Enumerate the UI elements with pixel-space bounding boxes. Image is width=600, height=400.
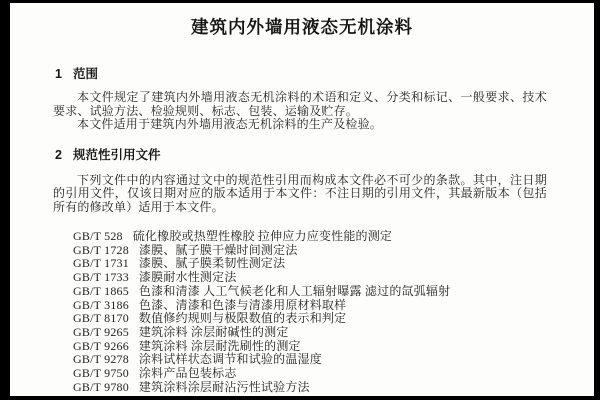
section-1-heading bbox=[55, 67, 594, 82]
reference-title: 色漆和清漆 人工气候老化和人工辐射曝露 滤过的氙弧辐射 bbox=[138, 283, 451, 298]
section-1-number: 1 bbox=[55, 67, 62, 81]
reference-item bbox=[73, 285, 574, 299]
reference-item bbox=[73, 381, 574, 395]
reference-code: GB/T 9278 bbox=[73, 352, 129, 367]
section-1-paragraph-2: 本文件适用于建筑内外墙用液态无机涂料的生产及检验。 bbox=[77, 117, 383, 131]
section-2-number: 2 bbox=[55, 147, 62, 162]
reference-code: GB/T 1728 bbox=[73, 242, 129, 257]
reference-title: 建筑涂料 涂层耐碱性的测定 bbox=[138, 324, 289, 339]
reference-item bbox=[73, 271, 574, 285]
reference-item bbox=[73, 326, 574, 340]
reference-code: GB/T 1731 bbox=[73, 256, 129, 271]
section-2-title: 规范性引用文件 bbox=[72, 147, 161, 162]
normative-references-list bbox=[73, 230, 574, 394]
section-1-paragraph-1: 本文件规定了建筑内外墙用液态无机涂料的术语和定义、分类和标记、一般要求、技术要求、试验方法、检验规则、标志、包装、运输及贮存。 bbox=[53, 90, 547, 118]
reference-item bbox=[73, 353, 574, 367]
reference-title: 涂料产品包装标志 bbox=[138, 366, 237, 381]
document-page bbox=[10, 3, 594, 396]
reference-code: GB/T 1733 bbox=[73, 270, 129, 285]
reference-code: GB/T 9780 bbox=[73, 379, 129, 394]
reference-title: 建筑涂料涂层耐沾污性试验方法 bbox=[138, 379, 310, 394]
reference-code: GB/T 8170 bbox=[73, 311, 129, 326]
reference-code: GB/T 528 bbox=[73, 229, 123, 243]
reference-code: GB/T 1865 bbox=[73, 283, 129, 298]
reference-code: GB/T 3186 bbox=[73, 297, 129, 312]
reference-title: 色漆、清漆和色漆与清漆用原材料取样 bbox=[138, 297, 347, 312]
reference-code: GB/T 9266 bbox=[73, 338, 129, 353]
section-2-heading bbox=[55, 148, 594, 163]
reference-item bbox=[73, 230, 574, 244]
document-title: 建筑内外墙用液态无机涂料 bbox=[191, 17, 413, 37]
reference-code: GB/T 9265 bbox=[73, 324, 129, 339]
reference-title: 建筑涂料 涂层耐洗刷性的测定 bbox=[138, 338, 301, 353]
reference-title: 漆膜、腻子膜柔韧性测定法 bbox=[138, 256, 286, 271]
reference-item bbox=[73, 312, 574, 326]
section-2-paragraph-1: 下列文件中的内容通过文中的规范性引用而构成本文件必不可少的条款。其中，注日期的引用文件，仅该日期对应的版本适用于本文件：不注日期的引用文件，其最新版本（包括所有的修改单）适用于本文件。 bbox=[53, 172, 547, 214]
reference-title: 硫化橡胶或热塑性橡胶 拉伸应力应变性能的测定 bbox=[132, 229, 393, 243]
reference-title: 漆膜耐水性测定法 bbox=[138, 270, 237, 285]
reference-item bbox=[73, 367, 574, 381]
reference-title: 漆膜、腻子膜干燥时间测定法 bbox=[138, 242, 298, 257]
reference-title: 数值修约规则与极限数值的表示和判定 bbox=[138, 311, 347, 326]
reference-code: GB/T 9750 bbox=[73, 366, 129, 381]
reference-title: 涂料试样状态调节和试验的温湿度 bbox=[138, 352, 322, 367]
section-1-title: 范围 bbox=[72, 67, 98, 81]
